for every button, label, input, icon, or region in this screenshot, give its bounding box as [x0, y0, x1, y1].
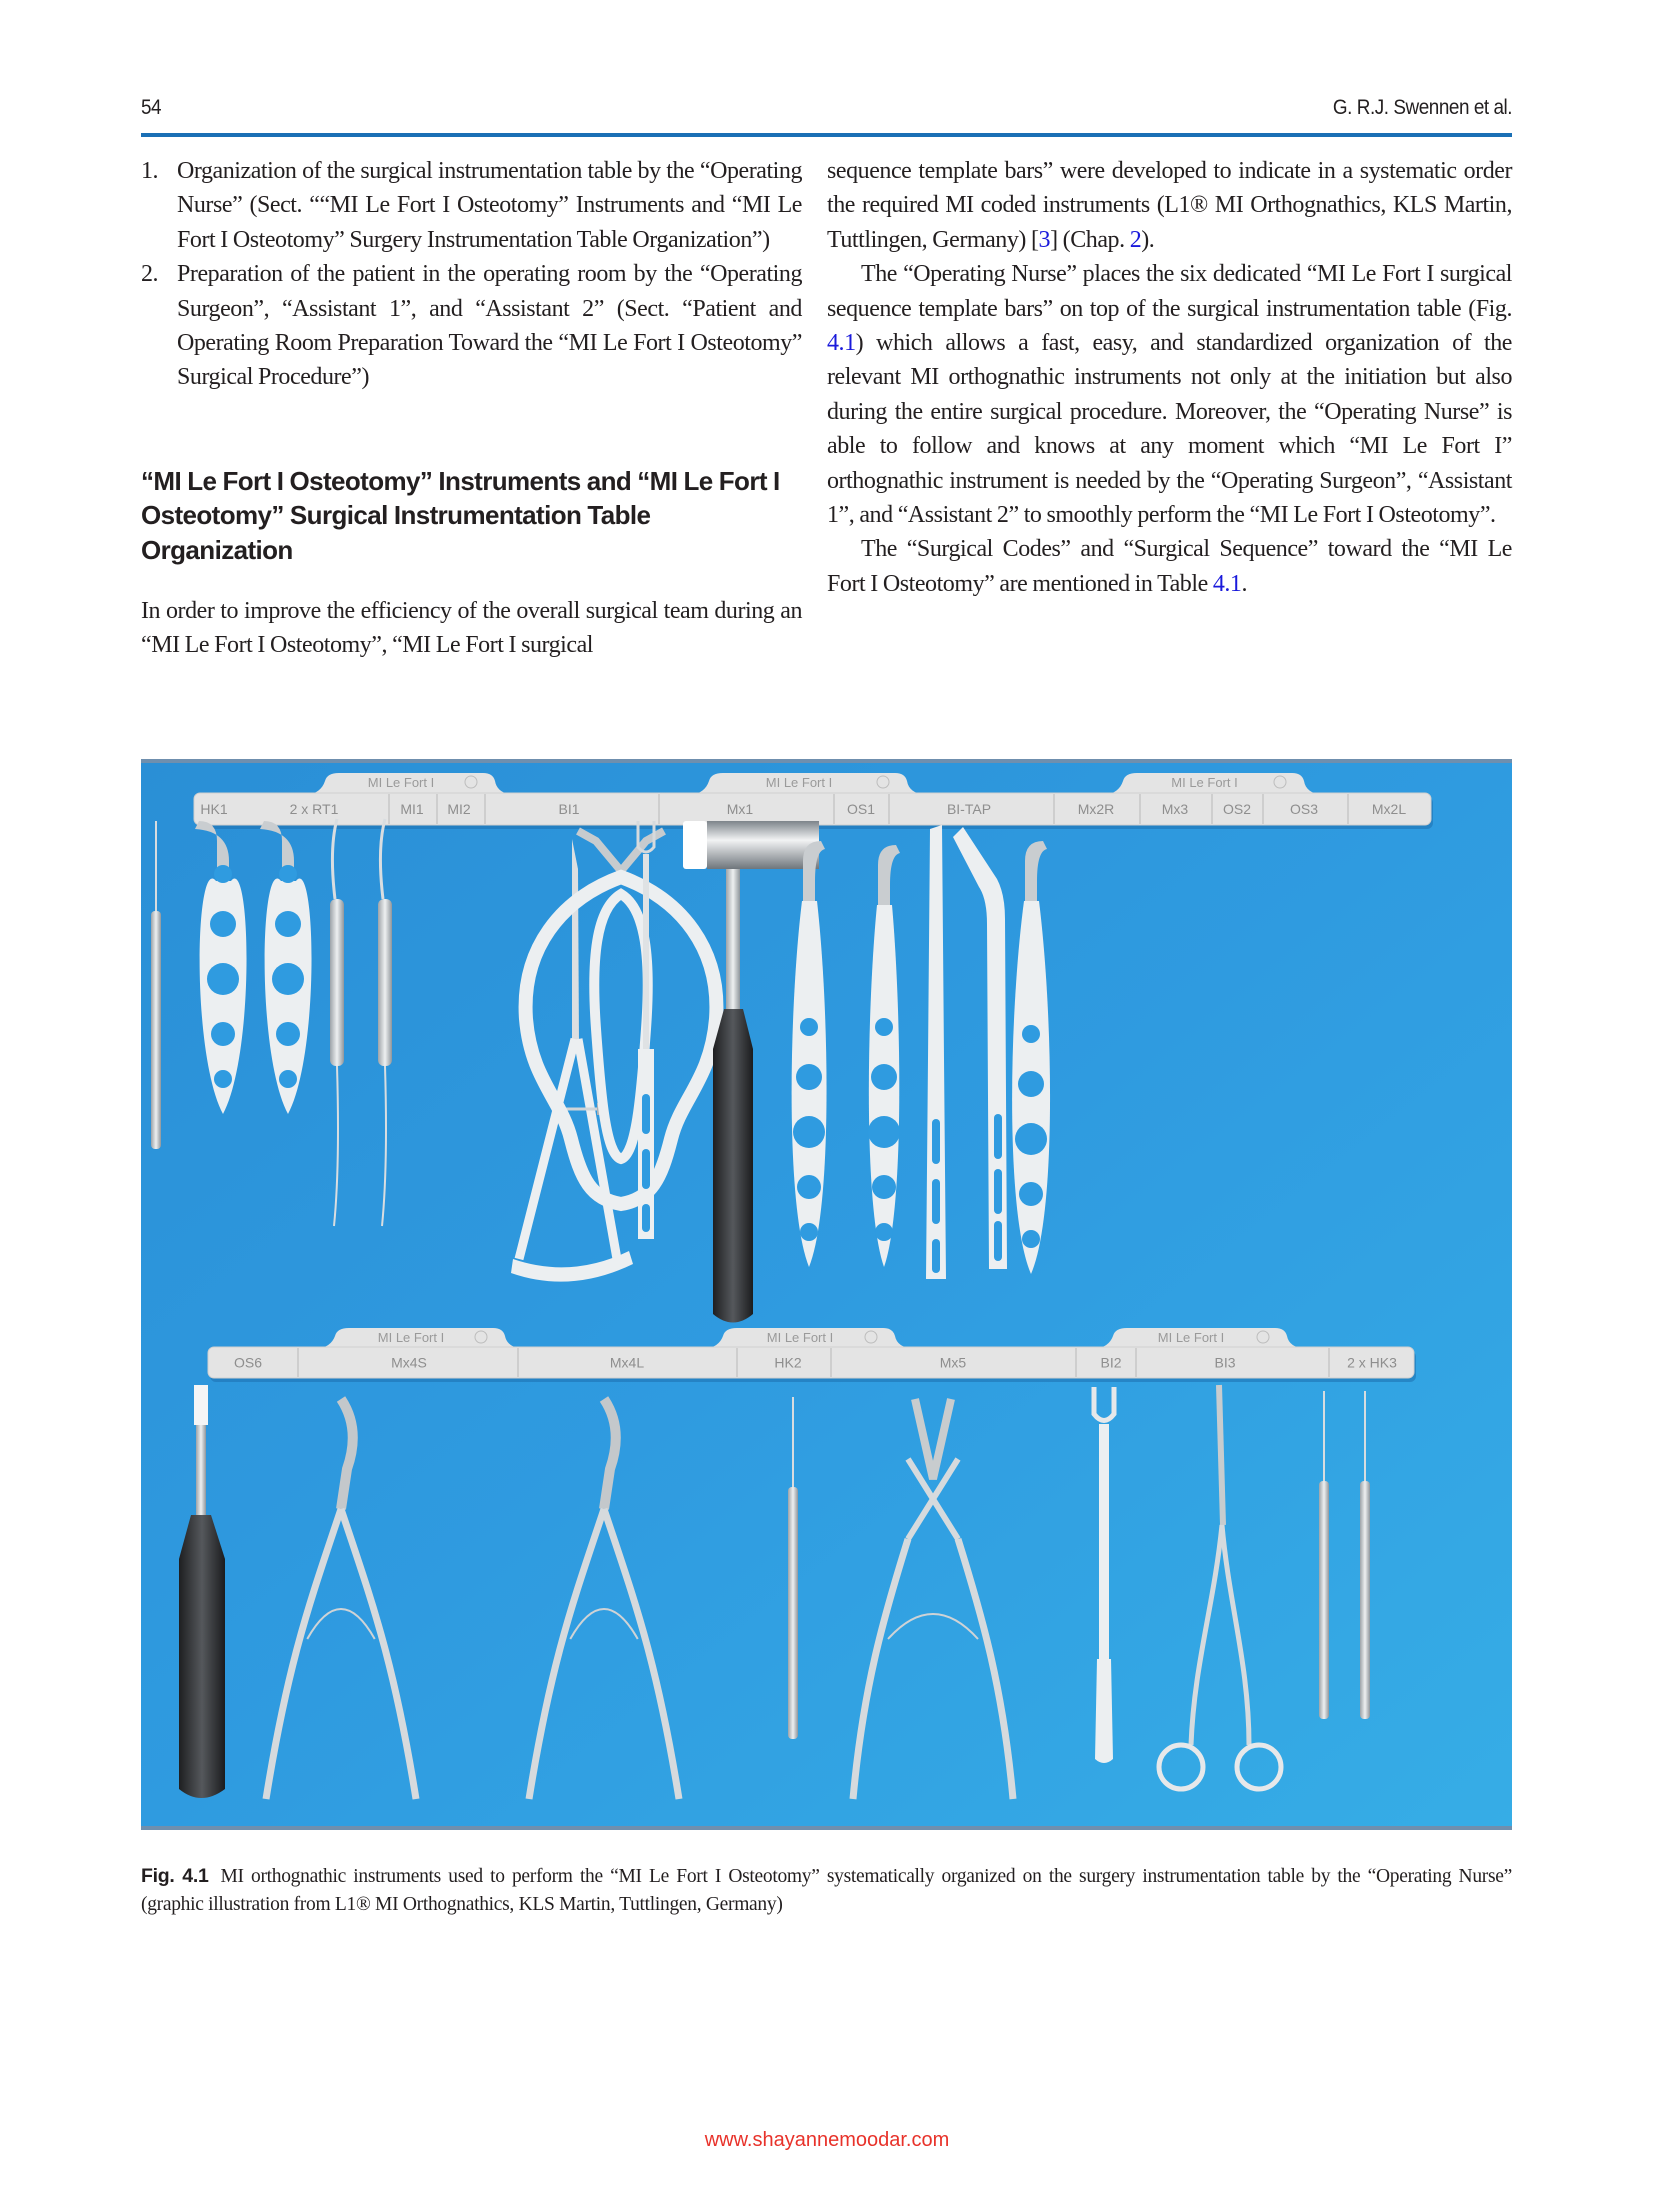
template-segment-label: Mx2R [1077, 801, 1115, 817]
chapter-link-2[interactable]: 2 [1129, 226, 1142, 253]
caliper-tip [572, 839, 579, 1045]
figure-4-1-instrument-table [141, 759, 1512, 1830]
template-segment-label: Mx4L [609, 1354, 645, 1371]
list-item-text: Preparation of the patient in the operating room by the “Operating Surgeon”, “Assistant 1”, and “Assistant 2” (Sect. “Patient and Operating Room Preparation Toward the “MI Le Fort I Osteotomy” Surgical Procedure”) [177, 261, 802, 391]
paragraph-text: sequence template bars” were developed to indicate in a systematic order the required MI coded instruments (L1® MI Orthognathics, KLS Martin, Tuttlingen, Germany) [ [827, 158, 1512, 253]
template-tab-label: MI Le Fort I [367, 775, 435, 790]
mallet-shaft [726, 869, 740, 1009]
chisel-blade [194, 1385, 208, 1425]
body-paragraph [827, 257, 1512, 532]
list-item-number: 1. [141, 158, 159, 184]
paragraph-text: The “Operating Nurse” places the six dedicated “MI Le Fort I surgical sequence template bars” on top of the surgical instrumentation table (Fig. [827, 261, 1512, 322]
template-segment-label: BI3 [1214, 1354, 1236, 1371]
retractor-hole [211, 1022, 235, 1046]
retractor-hole [1019, 1182, 1043, 1206]
retractor-hole [797, 1175, 821, 1199]
chisel-shaft [196, 1425, 206, 1515]
right-column [827, 154, 1512, 601]
template-segment-label: OS2 [1222, 801, 1252, 817]
footer-watermark-url[interactable]: www.shayannemoodar.com [704, 2129, 950, 2151]
retractor-hole [1022, 1230, 1040, 1248]
osteotome-slot [932, 1119, 940, 1164]
list-item [141, 154, 802, 257]
page-number: 54 [141, 96, 162, 119]
template-tab-label: MI Le Fort I [1171, 775, 1238, 790]
hook-handle [1319, 1481, 1329, 1719]
mallet-face [683, 821, 707, 869]
retractor-hole [872, 1175, 896, 1199]
retractor-hole [1018, 1071, 1044, 1097]
template-segment-label: MI1 [400, 801, 424, 817]
retractor-hole [214, 865, 232, 883]
paragraph-text: ). [1141, 226, 1155, 253]
body-paragraph [827, 154, 1512, 257]
retractor-hole [279, 865, 297, 883]
osteotome-slot [994, 1169, 1002, 1214]
template-segment-label: Mx2L [1371, 801, 1407, 817]
retractor-hole [272, 963, 304, 995]
osteotome-slot [932, 1239, 940, 1273]
template-segment-label: BI2 [1100, 1354, 1122, 1371]
template-segment-label: OS1 [846, 801, 876, 817]
fork-shaft [1099, 1424, 1109, 1674]
figure-link-4-1[interactable]: 4.1 [827, 330, 856, 357]
paragraph-text: . [1241, 570, 1248, 597]
list-item-number: 2. [141, 261, 159, 288]
template-segment-label: Mx3 [1161, 801, 1189, 817]
fork-handle [1095, 1659, 1113, 1763]
template-tab-label: MI Le Fort I [1157, 1330, 1225, 1345]
reference-link-3[interactable]: 3 [1038, 226, 1051, 253]
retractor-hole [207, 963, 239, 995]
hook-handle [1360, 1481, 1370, 1719]
retractor-hole [1022, 1025, 1040, 1043]
paragraph-text: ] (Chap. [1050, 226, 1130, 253]
fork-slot [642, 1094, 650, 1134]
retractor-hole [279, 1070, 297, 1088]
template-segment-label: 2 x RT1 [289, 801, 339, 817]
table-surface [141, 759, 1512, 1830]
paragraph-text: The “Surgical Codes” and “Surgical Sequence” toward the “MI Le Fort I Osteotomy” are mentioned in Table [827, 536, 1512, 597]
retractor-hole [796, 1064, 822, 1090]
template-segment-label: HK1 [200, 801, 228, 817]
template-tab-label: MI Le Fort I [765, 775, 833, 790]
hook-handle [151, 911, 161, 1149]
retractor-hole [868, 1116, 900, 1148]
section-heading: “MI Le Fort I Osteotomy” Instruments and “MI Le Fort I Osteotomy” Surgical Instrumentation Table Organization [141, 465, 780, 566]
mallet-head [707, 821, 819, 869]
retractor-hole [793, 1116, 825, 1148]
template-segment-label: Mx1 [726, 801, 754, 817]
template-segment-label: MI2 [447, 801, 471, 817]
mallet-handle [713, 1009, 753, 1323]
elevator-shaft [378, 899, 392, 1066]
caption-text: MI orthognathic instruments used to perform the “MI Le Fort I Osteotomy” systematically organized on the surgery instrumentation table by the “Operating Nurse” (graphic illustration from L1® MI Orthognathics, KLS Martin, Tuttlingen, Germany) [141, 1866, 1512, 1915]
fork-slot [642, 1149, 650, 1189]
fork-shaft [643, 854, 649, 1054]
osteotome-slot [932, 1179, 940, 1224]
figure-label: Fig. 4.1 [141, 1865, 209, 1887]
retractor-hole [800, 1018, 818, 1036]
template-tab-label: MI Le Fort I [766, 1330, 834, 1345]
osteotome-slot [994, 1221, 1002, 1261]
body-paragraph: In order to improve the efficiency of the overall surgical team during an “MI Le Fort I Osteotomy”, “MI Le Fort I surgical [141, 597, 802, 659]
body-paragraph [827, 532, 1512, 601]
retractor-hole [276, 1022, 300, 1046]
figure-top-edge [141, 759, 1512, 763]
retractor-hole [875, 1018, 893, 1036]
template-segment-label: 2 x HK3 [1347, 1354, 1397, 1371]
elevator-shaft [330, 899, 344, 1066]
instrument-table-illustration [141, 759, 1512, 1830]
retractor-hole [275, 911, 301, 937]
left-column [141, 154, 802, 662]
retractor-hole [800, 1223, 818, 1241]
template-segment-label: HK2 [774, 1354, 802, 1371]
list-item-text: Organization of the surgical instrumentation table by the “Operating Nurse” (Sect. ““MI Le Fort I Osteotomy” Instruments and “MI Le Fort I Osteotomy” Surgery Instrumentation Table Organization”) [177, 158, 802, 253]
template-segment-label: OS6 [233, 1354, 263, 1371]
osteotome-slot [994, 1114, 1002, 1159]
header-rule [141, 133, 1512, 137]
retractor-hole [214, 1070, 232, 1088]
retractor-hole [871, 1064, 897, 1090]
paragraph-text: ) which allows a fast, easy, and standardized organization of the relevant MI orthognathic instruments not only at the initiation but also during the entire surgical procedure. Moreover, the “Operating Nurse” is able to follow and knows at any moment which “MI Le Fort I” orthognathic instrument is needed by the “Operating Surgeon”, “Assistant 1”, and “Assistant 2” to smoothly perform the “MI Le Fort I Osteotomy”. [827, 330, 1512, 529]
hook-handle [788, 1487, 798, 1739]
figure-bottom-edge [141, 1826, 1512, 1830]
template-segment-label: OS3 [1289, 801, 1319, 817]
template-bar-bottom [208, 1328, 1416, 1382]
template-segment-label: Mx5 [939, 1354, 967, 1371]
template-segment-label: Mx4S [391, 1354, 427, 1371]
template-bar-top [194, 773, 1433, 829]
hemostat-jaw [1219, 1385, 1223, 1525]
template-segment-label: BI1 [558, 801, 580, 817]
retractor-hole [1015, 1123, 1047, 1155]
list-item [141, 257, 802, 395]
chisel-handle [179, 1515, 225, 1798]
fork-slot [642, 1204, 650, 1232]
template-tab-label: MI Le Fort I [377, 1330, 445, 1345]
figure-caption [141, 1862, 1512, 1919]
template-segment-label: BI-TAP [946, 801, 992, 817]
running-header-author: G. R.J. Swennen et al. [1332, 96, 1512, 119]
retractor-hole [210, 911, 236, 937]
retractor-hole [875, 1223, 893, 1241]
table-link-4-1[interactable]: 4.1 [1212, 570, 1242, 597]
